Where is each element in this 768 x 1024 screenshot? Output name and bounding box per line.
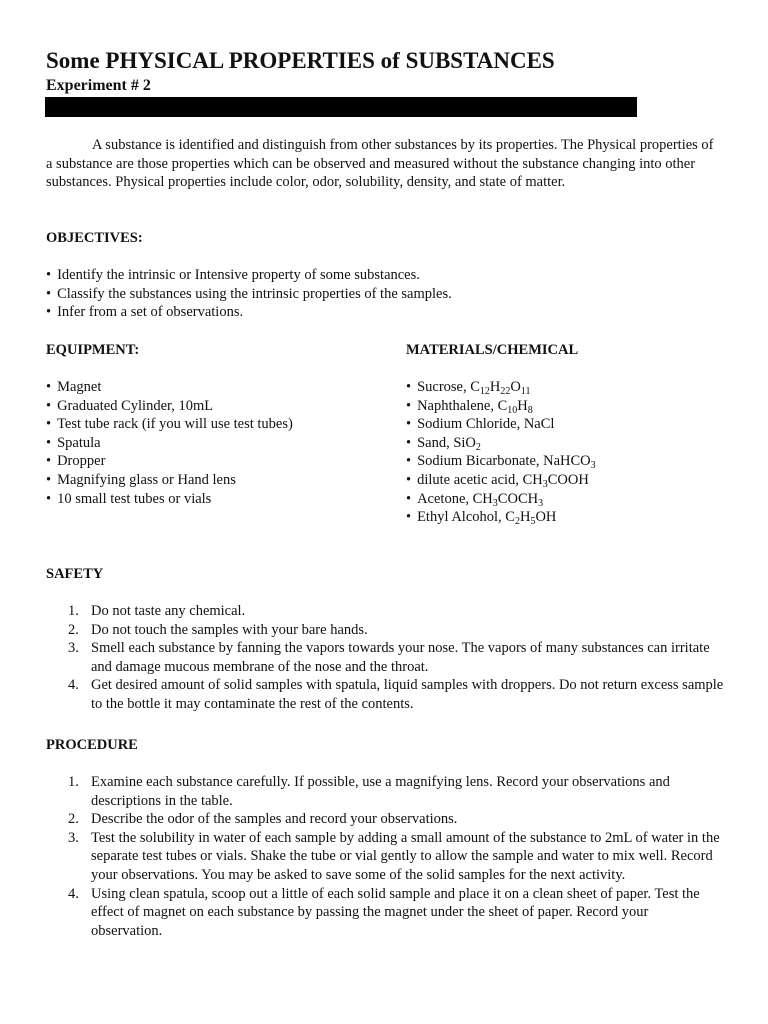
material-item — [406, 415, 746, 434]
item-number: 4. — [68, 677, 79, 694]
chemical-formula: SiO$_2$ — [453, 434, 481, 453]
chemical-formula: $C_2H_5OH$ — [505, 509, 557, 528]
chemical-formula: $C_{10}H_8$ — [497, 397, 533, 416]
list-item — [46, 602, 726, 621]
item-number: 1. — [68, 774, 79, 790]
item-text: Test the solubility in water of each sample by adding a small amount of the substance to 2mL of water in the separate test tubes or vials. Shake the tube or vial gently to allow the sample and water to mix well. Record your observations. You may be asked to save some of the solid samples for the next activity. — [91, 829, 720, 883]
item-text: Using clean spatula, scoop out a little of each solid sample and place it on a clean sheet of paper. Test the effect of magnet on each substance by passing the magnet under the sheet of paper. Record your observation. — [91, 885, 700, 939]
chemical-formula: NaCl — [523, 416, 555, 433]
list-item: • Classify the substances using the intrinsic properties of the samples. — [46, 285, 726, 304]
list-item: • Infer from a set of observations. — [46, 303, 726, 322]
equipment-list — [46, 378, 396, 508]
item-number: 1. — [68, 603, 79, 619]
material-item — [406, 471, 746, 490]
material-item — [406, 490, 746, 509]
list-item: • Identify the intrinsic or Intensive property of some substances. — [46, 266, 726, 285]
list-item: • Test tube rack (if you will use test tubes) — [46, 415, 396, 434]
item-text: Get desired amount of solid samples with spatula, liquid samples with droppers. Do not return excess sample to the bottle it may contaminate the rest of the contents. — [91, 677, 724, 712]
list-item: • Dropper — [46, 452, 396, 471]
item-number: 3. — [68, 640, 79, 657]
procedure-heading: PROCEDURE — [46, 737, 138, 753]
list-item: • 10 small test tubes or vials — [46, 490, 396, 509]
intro-paragraph: A substance is identified and distinguish from other substances by its properties. The Physical properties of a substance are those properties which can be observed and measured without the substance changing into other substances. Physical properties include color, odor, solubility, density, and state of matter. — [46, 137, 714, 191]
equipment-heading: EQUIPMENT: — [46, 342, 140, 358]
experiment-number: Experiment # 2 — [46, 77, 151, 94]
item-text: Do not touch the samples with your bare hands. — [91, 621, 368, 638]
material-name: Acetone, — [417, 490, 473, 507]
objectives-heading: OBJECTIVES: — [46, 230, 143, 246]
list-item: • Graduated Cylinder, 10mL — [46, 397, 396, 416]
item-number: 2. — [68, 621, 79, 638]
list-item — [46, 621, 726, 640]
item-number: 3. — [68, 829, 79, 846]
list-item — [46, 773, 722, 810]
item-text: Examine each substance carefully. If possible, use a magnifying lens. Record your observations and descriptions in the table. — [91, 774, 670, 809]
procedure-list — [46, 773, 722, 940]
materials-list — [406, 378, 746, 527]
material-item — [406, 397, 746, 416]
material-name: Sodium Chloride, — [417, 416, 524, 433]
list-item: • Spatula — [46, 434, 396, 453]
chemical-formula: $CH_3COCH_3$ — [472, 490, 544, 509]
materials-heading: MATERIALS/CHEMICAL — [406, 342, 579, 358]
material-item — [406, 378, 746, 397]
item-text: Smell each substance by fanning the vapors towards your nose. The vapors of many substances can irritate and damage mucous membrane of the nose and the throat. — [91, 640, 710, 675]
material-item — [406, 452, 746, 471]
material-item — [406, 434, 746, 453]
material-item — [406, 508, 746, 527]
redaction-bar — [45, 97, 637, 117]
material-name: Sucrose, — [417, 379, 471, 395]
chemical-formula: $C_{12}H_{22}O_{11}$ — [470, 379, 531, 397]
material-name: Sand, — [417, 434, 454, 451]
page-title: Some PHYSICAL PROPERTIES of SUBSTANCES — [46, 48, 555, 73]
list-item: • Magnet — [46, 378, 396, 397]
material-name: dilute acetic acid, — [417, 471, 523, 488]
chemical-formula: NaHCO$_3$ — [543, 453, 596, 472]
list-item: • Magnifying glass or Hand lens — [46, 471, 396, 490]
list-item — [46, 810, 722, 829]
item-number: 4. — [68, 885, 79, 902]
chemical-formula: $CH_3COOH$ — [522, 471, 589, 490]
list-item — [46, 885, 722, 941]
list-item — [46, 676, 726, 713]
item-number: 2. — [68, 811, 79, 828]
material-name: Naphthalene, — [417, 397, 498, 414]
list-item — [46, 829, 722, 885]
item-text: Describe the odor of the samples and record your observations. — [91, 811, 458, 828]
item-text: Do not taste any chemical. — [91, 603, 246, 619]
objectives-list — [46, 266, 726, 322]
material-name: Ethyl Alcohol, — [417, 509, 506, 526]
list-item — [46, 639, 726, 676]
safety-heading: SAFETY — [46, 566, 104, 582]
material-name: Sodium Bicarbonate, — [417, 453, 544, 470]
safety-list — [46, 602, 726, 714]
